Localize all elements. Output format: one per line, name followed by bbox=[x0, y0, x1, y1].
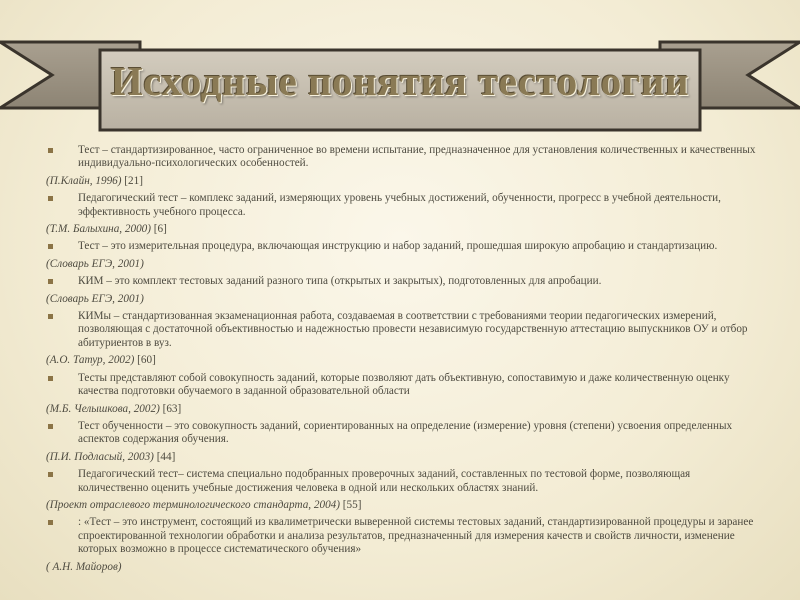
bullet-icon bbox=[48, 520, 53, 525]
source-citation bbox=[46, 223, 760, 236]
title-banner bbox=[0, 0, 800, 145]
source-author: (П.И. Подласый, 2003) bbox=[46, 450, 154, 463]
reference-number: [44] bbox=[156, 450, 176, 463]
bullet-icon bbox=[48, 314, 53, 319]
list-item bbox=[46, 275, 760, 288]
bullet-icon bbox=[48, 376, 53, 381]
list-item bbox=[46, 420, 760, 447]
bullet-icon bbox=[48, 279, 53, 284]
definition-text: КИМ – это комплект тестовых заданий разного типа (открытых и закрытых), подготовленных для апробации. bbox=[78, 275, 602, 288]
source-author: (М.Б. Челышкова, 2002) bbox=[46, 402, 160, 415]
definition-text: Педагогический тест– система специально подобранных проверочных заданий, составленных по тестовой форме, позволяющая количественно оценить учебные достижения человека в одной или нескольких областях знаний. bbox=[78, 468, 691, 494]
source-citation bbox=[46, 499, 760, 512]
source-citation bbox=[46, 354, 760, 367]
reference-number: [55] bbox=[342, 498, 362, 511]
source-author: (А.О. Татур, 2002) bbox=[46, 354, 135, 367]
list-item bbox=[46, 372, 760, 399]
list-item bbox=[46, 310, 760, 350]
bullet-icon bbox=[48, 196, 53, 201]
bullet-icon bbox=[48, 424, 53, 429]
definition-text: Педагогический тест – комплекс заданий, измеряющих уровень учебных достижений, обученности, прогресс в учебной деятельности, эффективность учебного процесса. bbox=[78, 192, 721, 218]
list-item bbox=[46, 468, 760, 495]
page-title: Исходные понятия тестологии bbox=[110, 58, 690, 104]
source-citation bbox=[46, 561, 760, 574]
source-citation bbox=[46, 403, 760, 416]
definition-text: : «Тест – это инструмент, состоящий из квалиметрически выверенной системы тестовых заданий, стандартизированной процедуры и заранее спроектированной технологии обработки и анализа результатов, предназначенный для измерения качеств и свойств личности, изменение которых возможно в процессе систематического обучения» bbox=[78, 516, 754, 556]
source-author: (П.Клайн, 1996) bbox=[46, 174, 122, 187]
bullet-icon bbox=[48, 244, 53, 249]
list-item bbox=[46, 144, 760, 171]
source-citation bbox=[46, 451, 760, 464]
reference-number: [60] bbox=[137, 354, 156, 367]
reference-number: [6] bbox=[153, 223, 167, 236]
list-item bbox=[46, 192, 760, 219]
definition-text: Тесты представляют собой совокупность заданий, которые позволяют дать объективную, сопоставимую и даже количественную оценку качества подготовки обучаемого в заданной образовательной области bbox=[78, 371, 730, 398]
definition-text: Тест – стандартизированное, часто ограниченное во времени испытание, предназначенное для установления количественных и качественных индивидуально-психологических особенностей. bbox=[78, 144, 756, 170]
reference-number: [63] bbox=[162, 402, 182, 415]
source-author: (Проект отраслевого терминологического стандарта, 2004) bbox=[46, 498, 340, 511]
source-citation bbox=[46, 175, 760, 188]
reference-number: [21] bbox=[124, 174, 143, 187]
source-citation bbox=[46, 258, 760, 271]
source-author: ( А.Н. Майоров) bbox=[46, 560, 122, 573]
bullet-icon bbox=[48, 148, 53, 153]
source-author: (Словарь ЕГЭ, 2001) bbox=[46, 257, 144, 270]
definition-text: Тест – это измерительная процедура, включающая инструкцию и набор заданий, прошедшая широкую апробацию и стандартизацию. bbox=[78, 240, 718, 253]
source-author: (Словарь ЕГЭ, 2001) bbox=[46, 292, 144, 305]
list-item bbox=[46, 240, 760, 253]
bullet-icon bbox=[48, 472, 53, 477]
definition-text: Тест обученности – это совокупность заданий, сориентированных на определение (измерение) уровня (степени) усвоения определенных аспектов содержания обучения. bbox=[78, 419, 733, 446]
definitions-list bbox=[46, 144, 760, 578]
source-author: (Т.М. Балыхина, 2000) bbox=[46, 223, 151, 236]
source-citation bbox=[46, 293, 760, 306]
list-item bbox=[46, 516, 760, 556]
definition-text: КИМы – стандартизованная экзаменационная работа, создаваемая в соответствии с требованиями теории педагогических измерений, позволяющая с достаточной объективностью и надежностью провести независимую государственную аттестацию выпускников ОУ и отбор абитуриентов в вуз. bbox=[78, 310, 748, 349]
